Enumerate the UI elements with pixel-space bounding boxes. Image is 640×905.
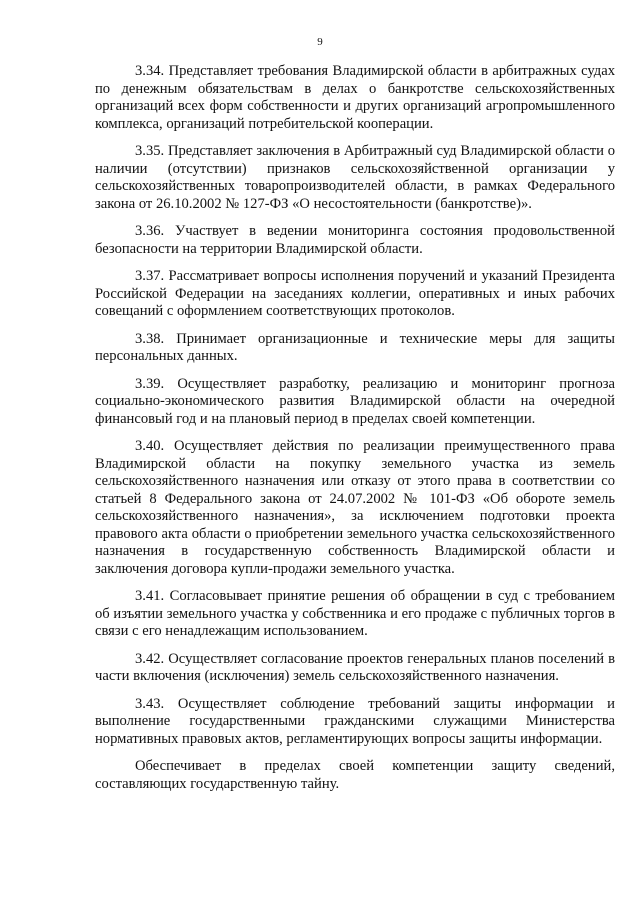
paragraph-3-34: 3.34. Представляет требования Владимирской области в арбитражных судах по денежным обязательствам в делах о банкротстве сельскохозяйственных организаций всех форм собственности и других организаций агропромышленного комплекса, организаций потребительской кооперации.: [95, 63, 615, 132]
paragraph-3-42: 3.42. Осуществляет согласование проектов генеральных планов поселений в части включения (исключения) земель сельскохозяйственного назначения.: [95, 650, 615, 684]
paragraph-3-38: 3.38. Принимает организационные и технические меры для защиты персональных данных.: [95, 330, 615, 364]
paragraph-3-39: 3.39. Осуществляет разработку, реализацию и мониторинг прогноза социально-экономического развития Владимирской области на очередной финансовый год и на плановый период в пределах своей компетенции.: [95, 375, 615, 427]
paragraph-3-36: 3.36. Участвует в ведении мониторинга состояния продовольственной безопасности на территории Владимирской области.: [95, 223, 615, 257]
paragraph-3-37: 3.37. Рассматривает вопросы исполнения поручений и указаний Президента Российской Федерации на заседаниях коллегии, оперативных и иных рабочих совещаний с оформлением соответствующих протоколов.: [95, 268, 615, 319]
paragraph-3-35: 3.35. Представляет заключения в Арбитражный суд Владимирской области о наличии (отсутствии) признаков сельскохозяйственной организации у сельскохозяйственных товаропроизводителей области, в рамках Федерального закона от 26.10.2002 № 127-ФЗ «О несостоятельности (банкротстве)».: [95, 143, 615, 212]
paragraph-3-40: 3.40. Осуществляет действия по реализации преимущественного права Владимирской области на покупку земельного участка из земель сельскохозяйственного назначения или отказу от этого права в соответствии со статьей 8 Федерального закона от 24.07.2002 № 101-ФЗ «Об обороте земель сельскохозяйственного назначения», за исключением подготовки проекта правового акта области о приобретении земельного участка сельскохозяйственного назначения в государственную собственность Владимирской области и заключения договора купли-продажи земельного участка.: [95, 438, 615, 577]
paragraph-3-43: 3.43. Осуществляет соблюдение требований защиты информации и выполнение государственными гражданскими служащими Министерства нормативных правовых актов, регламентирующих вопросы защиты информации.: [95, 695, 615, 747]
document-body: [95, 63, 615, 803]
paragraph-3-41: 3.41. Согласовывает принятие решения об обращении в суд с требованием об изъятии земельного участка у собственника и его продаже с публичных торгов в связи с его ненадлежащим использованием.: [95, 588, 615, 639]
page-number: 9: [317, 36, 323, 48]
paragraph-state-secret: Обеспечивает в пределах своей компетенции защиту сведений, составляющих государственную тайну.: [95, 758, 615, 792]
